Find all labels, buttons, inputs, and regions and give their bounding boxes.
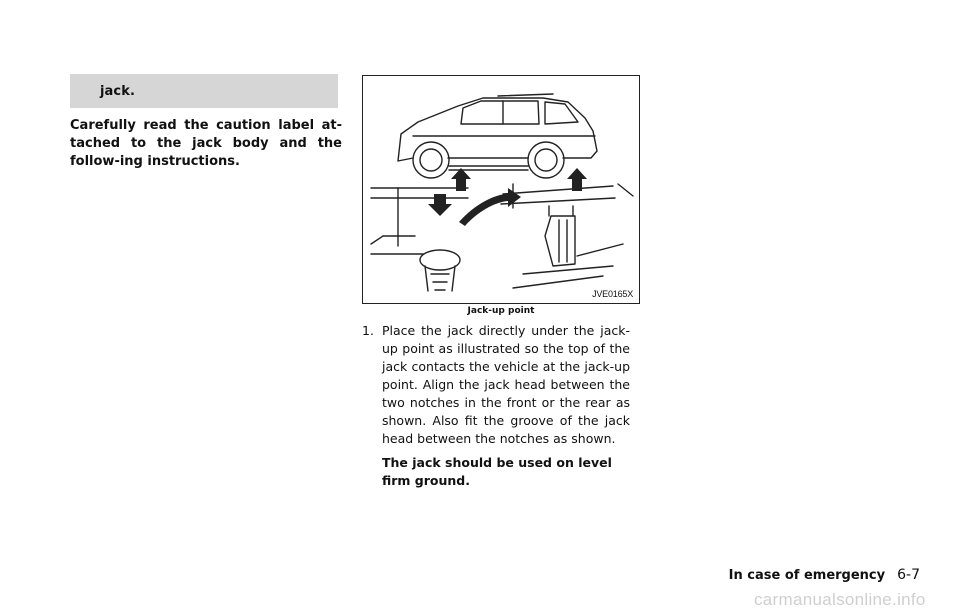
warning-text: jack. bbox=[100, 84, 136, 99]
page-footer bbox=[729, 567, 920, 583]
step-1 bbox=[362, 322, 630, 490]
step-number: 1. bbox=[362, 323, 374, 338]
watermark: carmanualsonline.info bbox=[754, 590, 926, 609]
jack-up-figure bbox=[362, 75, 640, 304]
figure-caption: Jack-up point bbox=[467, 306, 535, 316]
step-text: Place the jack directly under the jack-up point as illustrated so the top of the jack contacts the vehicle at the jack-up point. Align the jack head between the two notches in the front or the rear as shown. Also fit the groove of the jack head between the notches as shown. bbox=[382, 323, 630, 446]
curved-arrow bbox=[459, 188, 521, 226]
intro-paragraph: Carefully read the caution label at-tached to the jack body and the follow-ing instructions. bbox=[70, 118, 342, 169]
section-title: In case of emergency bbox=[728, 568, 886, 583]
step-note: The jack should be used on level firm ground. bbox=[382, 455, 612, 488]
page-number: 6-7 bbox=[897, 567, 920, 583]
figure-code: JVE0165X bbox=[592, 289, 633, 299]
jack-up-illustration bbox=[363, 76, 640, 304]
